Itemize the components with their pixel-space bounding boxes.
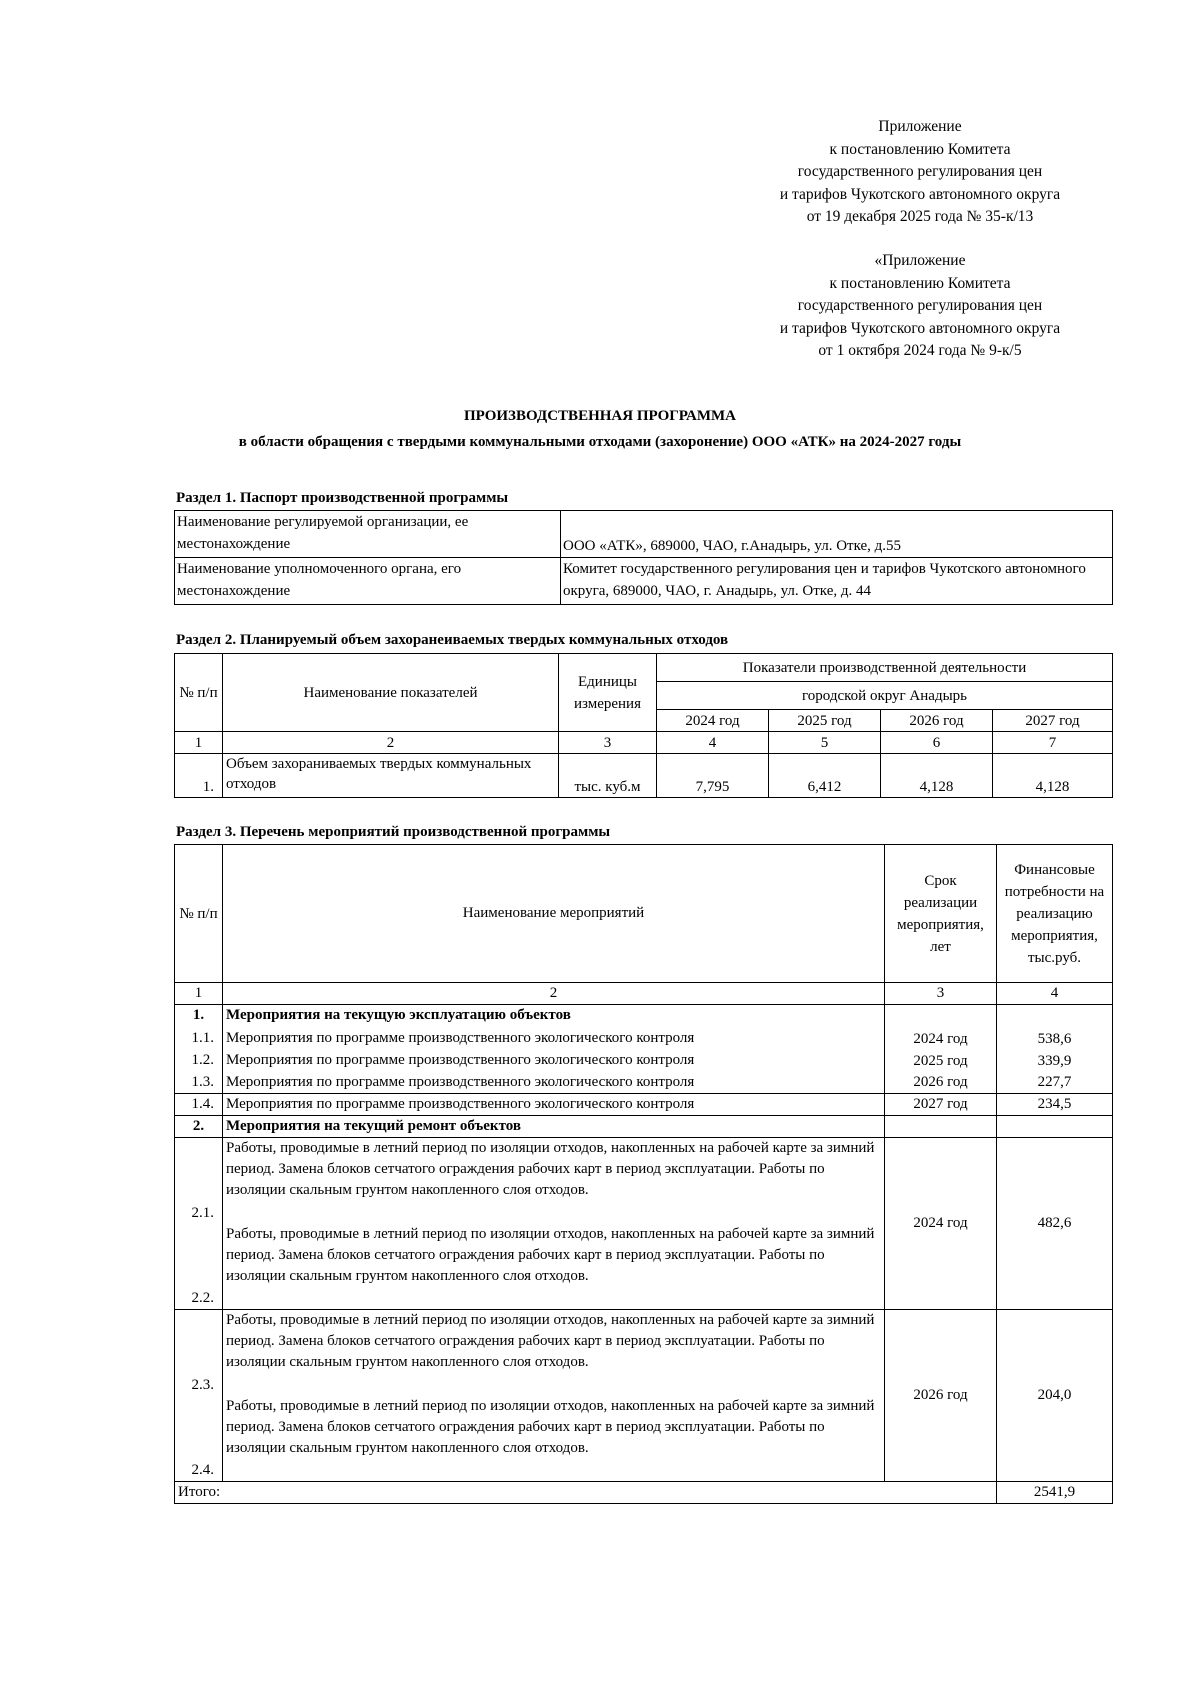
table-row	[175, 732, 1113, 754]
col-subgroup-header: городской округ Анадырь	[657, 682, 1113, 710]
col-term-header: Срок реализации мероприятия, лет	[885, 845, 997, 983]
row-name: Объем захораниваемых твердых коммунальных отходов	[223, 754, 559, 798]
row-name: Работы, проводимые в летний период по изоляции отходов, накопленных на рабочей карте за зимний период. Замена блоков сетчатого ограждения рабочих карт в период эксплуатации. Работы по изоляции скальным грунтом накопленного слоя отходов.	[223, 1396, 885, 1482]
empty-cell	[885, 1005, 997, 1027]
previous-annex-header-line: и тарифов Чукотского автономного округа	[779, 319, 1061, 337]
group-row	[175, 1116, 1113, 1138]
total-label: Итого:	[175, 1482, 997, 1504]
row-name: Мероприятия по программе производственного экологического контроля	[223, 1027, 885, 1050]
year-header: 2026 год	[881, 710, 993, 732]
document-subtitle: в области обращения с твердыми коммунальными отходами (захоронение) ООО «АТК» на 2024-2027 годы	[238, 434, 962, 450]
group-name: Мероприятия на текущую эксплуатацию объектов	[223, 1005, 885, 1027]
table-row	[175, 511, 1113, 558]
row-num: 2.1.	[175, 1138, 223, 1224]
row-term: 2024 год	[885, 1138, 997, 1310]
total-value: 2541,9	[997, 1482, 1113, 1504]
annex-header-line: Приложение	[878, 118, 962, 135]
section1-heading: Раздел 1. Паспорт производственной программы	[176, 490, 509, 506]
annex-header-line: и тарифов Чукотского автономного округа	[779, 185, 1061, 203]
table-row	[175, 983, 1113, 1005]
table-row	[175, 1072, 1113, 1094]
total-row	[175, 1482, 1113, 1504]
col-num-header: № п/п	[175, 654, 223, 732]
row-term: 2025 год	[885, 1050, 997, 1072]
group-name: Мероприятия на текущий ремонт объектов	[223, 1116, 885, 1138]
previous-annex-header-line: к постановлению Комитета	[829, 274, 1011, 292]
col-number: 1	[175, 732, 223, 754]
row-amount: 482,6	[997, 1138, 1113, 1310]
row-unit: тыс. куб.м	[559, 754, 657, 798]
row-num: 2.2.	[175, 1224, 223, 1310]
table-row	[175, 558, 1113, 605]
year-header: 2024 год	[657, 710, 769, 732]
empty-cell	[997, 1005, 1113, 1027]
col-number: 2	[223, 732, 559, 754]
table-row	[175, 1094, 1113, 1116]
volume-table	[174, 653, 1113, 798]
group-num: 1.	[175, 1005, 223, 1027]
passport-value: Комитет государственного регулирования цен и тарифов Чукотского автономного округа, 689000, ЧАО, г. Анадырь, ул. Отке, д. 44	[561, 558, 1113, 605]
passport-value: ООО «АТК», 689000, ЧАО, г.Анадырь, ул. Отке, д.55	[561, 511, 1113, 558]
group-num: 2.	[175, 1116, 223, 1138]
row-value: 6,412	[769, 754, 881, 798]
col-number: 6	[881, 732, 993, 754]
table-row	[175, 1138, 1113, 1224]
col-name-header: Наименование показателей	[223, 654, 559, 732]
previous-annex-header-line: «Приложение	[874, 252, 966, 269]
document-title: ПРОИЗВОДСТВЕННАЯ ПРОГРАММА	[463, 408, 736, 424]
row-amount: 538,6	[997, 1027, 1113, 1050]
row-num: 1.	[175, 754, 223, 798]
col-number: 3	[885, 983, 997, 1005]
row-amount: 227,7	[997, 1072, 1113, 1094]
measures-table	[174, 844, 1113, 1504]
col-number: 1	[175, 983, 223, 1005]
row-num: 1.3.	[175, 1072, 223, 1094]
table-row	[175, 1050, 1113, 1072]
section3-heading: Раздел 3. Перечень мероприятий производственной программы	[176, 824, 611, 840]
col-number: 4	[997, 983, 1113, 1005]
row-term: 2024 год	[885, 1027, 997, 1050]
passport-label: Наименование регулируемой организации, ее местонахождение	[175, 511, 561, 558]
row-name: Мероприятия по программе производственного экологического контроля	[223, 1050, 885, 1072]
annex-header-line: государственного регулирования цен	[797, 163, 1043, 180]
table-row	[175, 1027, 1113, 1050]
row-amount: 204,0	[997, 1310, 1113, 1482]
passport-table	[174, 510, 1113, 605]
annex-header-line: к постановлению Комитета	[829, 140, 1011, 158]
previous-annex-header	[720, 250, 1120, 363]
annex-header	[720, 116, 1120, 229]
col-finance-header: Финансовые потребности на реализацию мероприятия, тыс.руб.	[997, 845, 1113, 983]
year-header: 2025 год	[769, 710, 881, 732]
row-term: 2026 год	[885, 1072, 997, 1094]
passport-label: Наименование уполномоченного органа, его местонахождение	[175, 558, 561, 605]
col-unit-header: Единицы измерения	[559, 654, 657, 732]
col-number: 3	[559, 732, 657, 754]
previous-annex-header-line: государственного регулирования цен	[797, 297, 1043, 314]
row-name: Мероприятия по программе производственного экологического контроля	[223, 1094, 885, 1116]
col-name-header: Наименование мероприятий	[223, 845, 885, 983]
year-header: 2027 год	[993, 710, 1113, 732]
row-num: 1.2.	[175, 1050, 223, 1072]
col-number: 2	[223, 983, 885, 1005]
row-term: 2027 год	[885, 1094, 997, 1116]
row-name: Работы, проводимые в летний период по изоляции отходов, накопленных на рабочей карте за зимний период. Замена блоков сетчатого ограждения рабочих карт в период эксплуатации. Работы по изоляции скальным грунтом накопленного слоя отходов.	[223, 1138, 885, 1224]
col-number: 7	[993, 732, 1113, 754]
empty-cell	[885, 1116, 997, 1138]
row-value: 4,128	[993, 754, 1113, 798]
section2-heading: Раздел 2. Планируемый объем захоранеиваемых твердых коммунальных отходов	[176, 632, 729, 648]
group-row	[175, 1005, 1113, 1027]
annex-header-line: от 19 декабря 2025 года № 35-к/13	[806, 208, 1034, 225]
empty-cell	[997, 1116, 1113, 1138]
table-row	[175, 654, 1113, 682]
previous-annex-header-line: от 1 октября 2024 года № 9-к/5	[818, 342, 1022, 359]
row-name: Работы, проводимые в летний период по изоляции отходов, накопленных на рабочей карте за зимний период. Замена блоков сетчатого ограждения рабочих карт в период эксплуатации. Работы по изоляции скальным грунтом накопленного слоя отходов.	[223, 1224, 885, 1310]
row-num: 1.1.	[175, 1027, 223, 1050]
col-number: 5	[769, 732, 881, 754]
col-number: 4	[657, 732, 769, 754]
row-num: 2.4.	[175, 1396, 223, 1482]
row-amount: 234,5	[997, 1094, 1113, 1116]
row-amount: 339,9	[997, 1050, 1113, 1072]
row-name: Мероприятия по программе производственного экологического контроля	[223, 1072, 885, 1094]
row-name: Работы, проводимые в летний период по изоляции отходов, накопленных на рабочей карте за зимний период. Замена блоков сетчатого ограждения рабочих карт в период эксплуатации. Работы по изоляции скальным грунтом накопленного слоя отходов.	[223, 1310, 885, 1396]
row-value: 7,795	[657, 754, 769, 798]
table-row	[175, 754, 1113, 798]
row-term: 2026 год	[885, 1310, 997, 1482]
row-value: 4,128	[881, 754, 993, 798]
col-num-header: № п/п	[175, 845, 223, 983]
table-row	[175, 845, 1113, 983]
row-num: 2.3.	[175, 1310, 223, 1396]
col-group-header: Показатели производственной деятельности	[657, 654, 1113, 682]
table-row	[175, 1310, 1113, 1396]
row-num: 1.4.	[175, 1094, 223, 1116]
